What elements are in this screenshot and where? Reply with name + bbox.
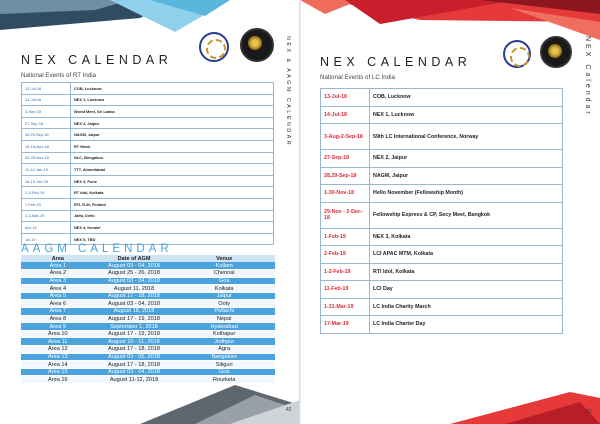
table-row: [22, 140, 274, 152]
event-date: 28,29-Sep-18: [22, 129, 71, 141]
event-name: Jalfa, Delhi: [71, 210, 274, 222]
table-row: [21, 308, 275, 316]
event-name: 59th LC International Conference, Norway: [370, 124, 563, 150]
table-row: [21, 277, 275, 285]
table-row: [21, 315, 275, 323]
aagm-venue: Kollam: [173, 262, 275, 270]
aagm-date: August 03 - 04, 2018: [95, 262, 174, 270]
aagm-area: Area 6: [21, 300, 95, 308]
event-name: RT Idol, Kolkata: [71, 187, 274, 199]
lc-emblem-logo: [540, 36, 572, 68]
page-number: 43: [586, 409, 592, 415]
aagm-date: August 17 - 18, 2018: [95, 292, 174, 300]
table-row: [22, 222, 274, 234]
table-row: [22, 129, 274, 141]
table-row: [321, 167, 563, 185]
aagm-venue: Rourkela: [173, 376, 275, 384]
event-name: NEX 2, Jaipur: [71, 117, 274, 129]
table-row: [321, 316, 563, 334]
table-row: [321, 228, 563, 246]
spine-title: NEX Calendar: [584, 36, 591, 117]
aagm-title: AAGM CALENDAR: [21, 243, 173, 255]
lc-events-table: [320, 88, 563, 334]
event-date: 1-3-Mar-19: [22, 210, 71, 222]
aagm-date: August 03 - 04, 2018: [95, 300, 174, 308]
aagm-venue: Nepal: [173, 315, 275, 323]
table-row: [21, 300, 275, 308]
aagm-area: Area 9: [21, 323, 95, 331]
table-row: [321, 281, 563, 299]
aagm-date: August 17 - 19, 2018: [95, 315, 174, 323]
event-name: NEX 1, Lucknow: [370, 106, 563, 124]
table-row: [21, 270, 275, 278]
event-date: 13-Jul-18: [22, 83, 71, 95]
table-row: [22, 83, 274, 95]
event-date: 29-Nov - 2-Dec-18: [321, 202, 370, 228]
event-date: 1-31-Mar-19: [321, 298, 370, 316]
table-row: [22, 187, 274, 199]
event-name: TTT, Ahmedabad: [71, 164, 274, 176]
table-row: [21, 353, 275, 361]
event-date: Jul-19: [22, 233, 71, 245]
aagm-area: Area 5: [21, 292, 95, 300]
aagm-date: August 18, 2018: [95, 308, 174, 316]
event-date: 10-18-Nov-18: [22, 140, 71, 152]
event-date: 2-Feb-19: [321, 246, 370, 264]
event-name: NEX 3, Kolkata: [370, 228, 563, 246]
aagm-header-area: Area: [21, 255, 95, 262]
table-row: [321, 298, 563, 316]
aagm-venue: Agra: [173, 346, 275, 354]
aagm-venue: Kolhapur: [173, 330, 275, 338]
event-name: World Meet, Sri Lanka: [71, 106, 274, 118]
aagm-area: Area 1: [21, 262, 95, 270]
aagm-area: Area 8: [21, 315, 95, 323]
table-row: [21, 292, 275, 300]
event-date: 1-Feb-19: [321, 228, 370, 246]
aagm-date: August 25 - 26, 2018: [95, 270, 174, 278]
page-number: 42: [286, 407, 292, 413]
table-row: [321, 150, 563, 168]
aagm-date: August 17 - 18, 2018: [95, 361, 174, 369]
table-row: [321, 106, 563, 124]
event-name: COB, Lucknow: [71, 83, 274, 95]
event-date: Apr-19: [22, 222, 71, 234]
event-date: 27-Sep-18: [321, 150, 370, 168]
page-subtitle: National Events of LC India: [320, 74, 395, 81]
event-date: 28,29-Sep-18: [321, 167, 370, 185]
rt-events-table: [21, 82, 274, 245]
table-row: [21, 361, 275, 369]
page-subtitle: National Events of RT India: [21, 72, 97, 79]
event-name: NEX 3, Pune: [71, 175, 274, 187]
aagm-venue: Pollachi: [173, 308, 275, 316]
table-row: [21, 338, 275, 346]
event-date: 11-12-Jan-19: [22, 164, 71, 176]
event-date: 18-19-Jan-19: [22, 175, 71, 187]
aagm-area: Area 7: [21, 308, 95, 316]
aagm-table: [21, 255, 275, 384]
aagm-area: Area 4: [21, 285, 95, 293]
aagm-date: August 17 - 18, 2018: [95, 346, 174, 354]
event-date: 11-Feb-19: [321, 281, 370, 299]
page-title: NEX CALENDAR: [320, 55, 472, 69]
table-row: [321, 246, 563, 264]
spine-title: NEX & AAGM CALENDAR: [285, 36, 291, 148]
table-row: [22, 164, 274, 176]
event-date: 3-Aug-2-Sep-18: [321, 124, 370, 150]
event-date: 27-Sep-18: [22, 117, 71, 129]
aagm-venue: Jodhpur: [173, 338, 275, 346]
aagm-date: August 03 - 04, 2018: [95, 368, 174, 376]
table-row: [22, 117, 274, 129]
aagm-venue: Chennai: [173, 270, 275, 278]
event-date: 14-Jul-18: [22, 94, 71, 106]
aagm-date: August 03 - 04, 2018: [95, 277, 174, 285]
event-name: LCI APAC MTM, Kolkata: [370, 246, 563, 264]
aagm-area: Area 15: [21, 368, 95, 376]
event-name: NEX 5, TBD: [71, 233, 274, 245]
page-title: NEX CALENDAR: [21, 53, 173, 67]
table-row: [22, 210, 274, 222]
table-row: [21, 323, 275, 331]
event-date: 7-Feb-19: [22, 198, 71, 210]
aagm-date: August 11, 2018: [95, 285, 174, 293]
event-name: NLC, Bengaluru: [71, 152, 274, 164]
event-name: LC India Charity March: [370, 298, 563, 316]
ladies-circle-logo: [503, 40, 531, 68]
table-row: [21, 262, 275, 270]
event-date: 13-Jul-18: [321, 89, 370, 107]
aagm-date: August 17 - 19, 2018: [95, 330, 174, 338]
event-name: NEX 1, Lucknow: [71, 94, 274, 106]
event-name: Hello November (Fellowship Month): [370, 185, 563, 203]
event-name: NEX 4, Kerala*: [71, 222, 274, 234]
event-name: RTI-YLM, Finland: [71, 198, 274, 210]
table-row: [21, 330, 275, 338]
aagm-venue: Ooty: [173, 300, 275, 308]
book-spine: [299, 0, 301, 424]
round-table-logo: [199, 32, 229, 62]
region-emblem-logo: [240, 28, 274, 62]
aagm-date: August 03 - 05, 2018: [95, 353, 174, 361]
table-row: [21, 368, 275, 376]
event-name: RTI Idol, Kolkata: [370, 263, 563, 281]
event-date: 14-Jul-18: [321, 106, 370, 124]
event-name: NAGM, Jaipur: [370, 167, 563, 185]
event-date: 1-30-Nov-18: [321, 185, 370, 203]
table-row: [22, 152, 274, 164]
table-row: [321, 124, 563, 150]
aagm-area: Area 11: [21, 338, 95, 346]
event-date: 17-Mar-19: [321, 316, 370, 334]
aagm-area: Area 14: [21, 361, 95, 369]
aagm-area: Area 10: [21, 330, 95, 338]
event-date: 1-2-Feb-19: [321, 263, 370, 281]
table-row: [321, 185, 563, 203]
event-date: 24-25-Nov-18: [22, 152, 71, 164]
aagm-area: Area 16: [21, 376, 95, 384]
aagm-venue: Goa: [173, 368, 275, 376]
table-row: [321, 263, 563, 281]
aagm-date: August 10 - 11, 2018: [95, 338, 174, 346]
event-name: NEX 2, Jaipur: [370, 150, 563, 168]
aagm-date: August 11-12, 2018: [95, 376, 174, 384]
table-row: [22, 198, 274, 210]
aagm-venue: Jaipur: [173, 292, 275, 300]
table-row: [22, 175, 274, 187]
event-name: COB, Lucknow: [370, 89, 563, 107]
aagm-venue: Goa: [173, 277, 275, 285]
event-date: 1-3-Feb-19: [22, 187, 71, 199]
aagm-area: Area 3: [21, 277, 95, 285]
table-row: [321, 202, 563, 228]
table-row: [22, 94, 274, 106]
aagm-venue: Hyderabad: [173, 323, 275, 331]
aagm-venue: Kolkata: [173, 285, 275, 293]
event-name: RT Week: [71, 140, 274, 152]
aagm-header-venue: Venue: [173, 255, 275, 262]
aagm-area: Area 13: [21, 353, 95, 361]
aagm-area: Area 12: [21, 346, 95, 354]
event-name: Fellowship Express & CP, Secy Meet, Bangkok: [370, 202, 563, 228]
aagm-venue: Bangalore: [173, 353, 275, 361]
aagm-date: September 1, 2018: [95, 323, 174, 331]
aagm-area: Area 2: [21, 270, 95, 278]
event-date: 3-Sep-18: [22, 106, 71, 118]
table-row: [321, 89, 563, 107]
event-name: LCI Day: [370, 281, 563, 299]
aagm-venue: Siliguri: [173, 361, 275, 369]
table-row: [21, 346, 275, 354]
table-row: [22, 106, 274, 118]
aagm-header-date: Date of AGM: [95, 255, 174, 262]
aagm-header-row: [21, 255, 275, 262]
event-name: NAGM, Jaipur: [71, 129, 274, 141]
table-row: [21, 285, 275, 293]
table-row: [21, 376, 275, 384]
event-name: LC India Charter Day: [370, 316, 563, 334]
